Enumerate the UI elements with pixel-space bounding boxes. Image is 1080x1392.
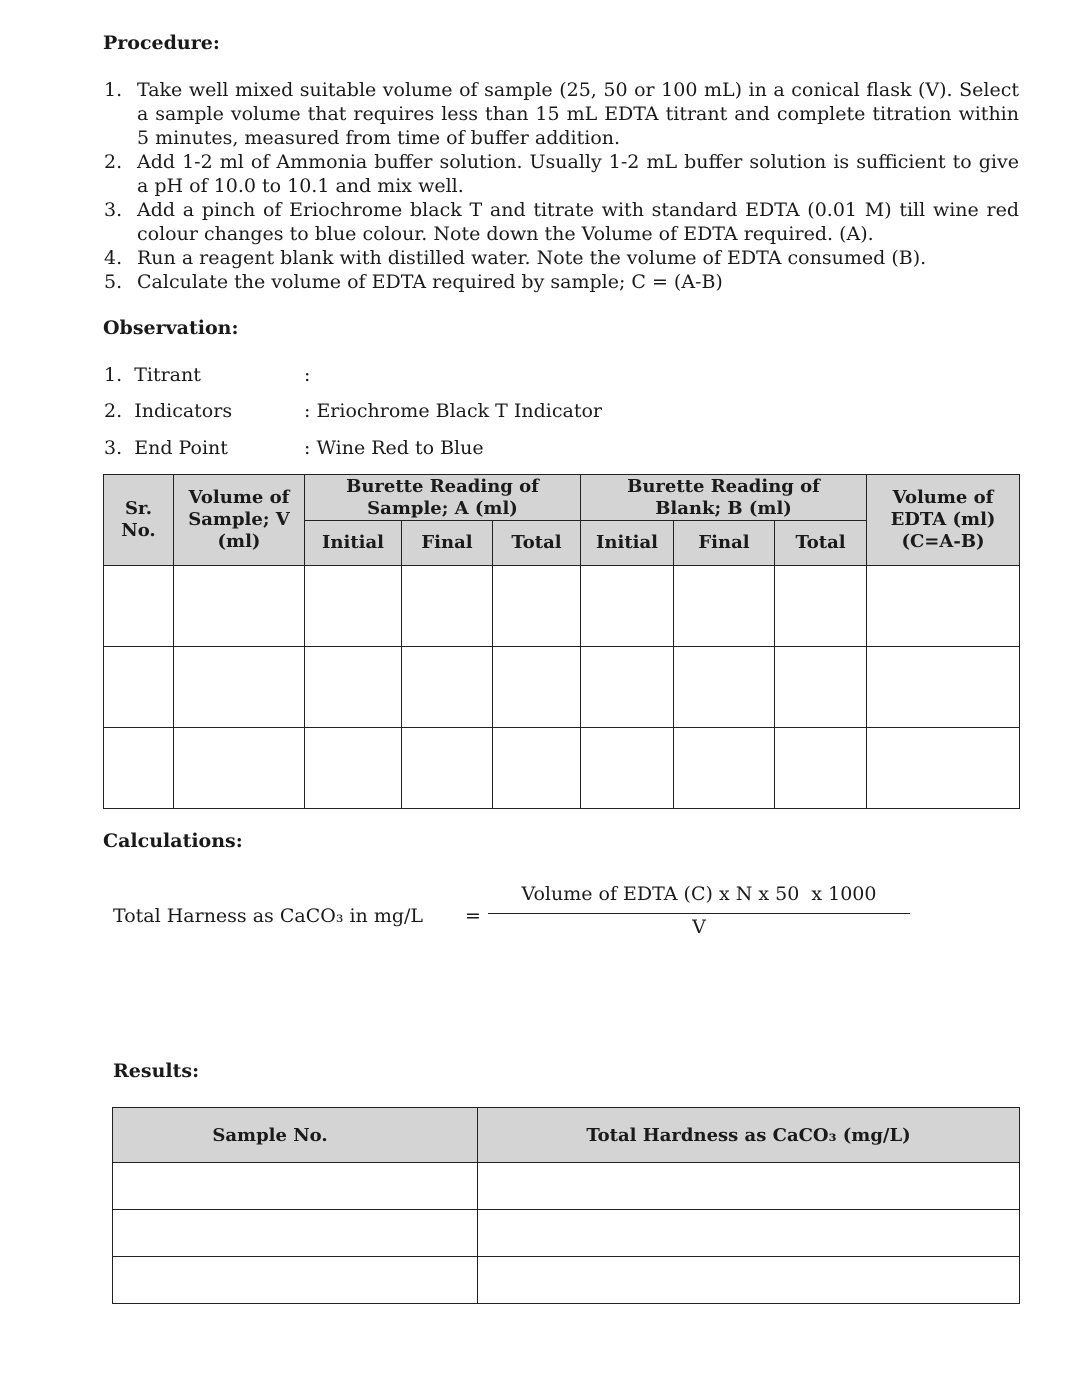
header-initial: Initial <box>305 521 402 566</box>
table-cell[interactable] <box>305 647 402 728</box>
table-row <box>113 1163 1020 1210</box>
table-row <box>113 1210 1020 1257</box>
procedure-step <box>104 246 1019 270</box>
table-cell[interactable] <box>402 647 493 728</box>
observation-value: : Eriochrome Black T Indicator <box>304 400 602 422</box>
step-number: 3. <box>104 199 123 221</box>
header-total: Total <box>493 521 581 566</box>
header-sr-no: Sr. No. <box>104 475 174 566</box>
table-cell[interactable] <box>104 647 174 728</box>
header-total-hardness: Total Hardness as CaCO₃ (mg/L) <box>478 1108 1020 1163</box>
table-cell[interactable] <box>674 728 775 809</box>
table-row <box>104 728 1020 809</box>
header-volume-edta: Volume of EDTA (ml) (C=A-B) <box>867 475 1020 566</box>
procedure-list <box>104 78 1019 294</box>
header-total: Total <box>775 521 867 566</box>
table-cell[interactable] <box>478 1163 1020 1210</box>
table-cell[interactable] <box>104 566 174 647</box>
procedure-step <box>104 78 1019 150</box>
calculations-heading: Calculations: <box>103 830 243 852</box>
table-cell[interactable] <box>581 728 674 809</box>
table-row <box>104 566 1020 647</box>
table-cell[interactable] <box>493 728 581 809</box>
table-cell[interactable] <box>478 1257 1020 1304</box>
step-text: Add 1-2 ml of Ammonia buffer solution. Usually 1-2 mL buffer solution is sufficient to give a pH of 10.0 to 10.1 and mix well. <box>137 151 1019 197</box>
table-cell[interactable] <box>775 566 867 647</box>
step-number: 4. <box>104 247 123 269</box>
step-text: Add a pinch of Eriochrome black T and titrate with standard EDTA (0.01 M) till wine red colour changes to blue colour. Note down the Volume of EDTA required. (A). <box>137 199 1019 245</box>
procedure-step <box>104 150 1019 198</box>
header-sample-no: Sample No. <box>113 1108 478 1163</box>
table-cell[interactable] <box>775 728 867 809</box>
formula-equals: = <box>465 905 481 927</box>
observation-value: : Wine Red to Blue <box>304 437 484 459</box>
observation-label: 2. Indicators <box>104 400 233 422</box>
table-row <box>104 647 1020 728</box>
table-cell[interactable] <box>305 566 402 647</box>
table-cell[interactable] <box>581 647 674 728</box>
table-cell[interactable] <box>174 647 305 728</box>
table-cell[interactable] <box>305 728 402 809</box>
results-table <box>112 1107 1020 1304</box>
formula-lhs: Total Harness as CaCO₃ in mg/L <box>113 905 424 927</box>
table-cell[interactable] <box>867 647 1020 728</box>
table-cell[interactable] <box>113 1257 478 1304</box>
header-burette-blank: Burette Reading of Blank; B (ml) <box>581 475 867 521</box>
observation-heading: Observation: <box>103 317 239 339</box>
observation-value: : <box>304 364 311 386</box>
table-cell[interactable] <box>493 647 581 728</box>
step-text: Calculate the volume of EDTA required by sample; C = (A-B) <box>137 271 723 293</box>
table-cell[interactable] <box>104 728 174 809</box>
procedure-heading: Procedure: <box>103 32 220 54</box>
procedure-step <box>104 270 1019 294</box>
table-cell[interactable] <box>674 647 775 728</box>
step-number: 5. <box>104 271 123 293</box>
table-cell[interactable] <box>674 566 775 647</box>
procedure-step <box>104 198 1019 246</box>
table-cell[interactable] <box>867 728 1020 809</box>
results-heading: Results: <box>113 1060 200 1082</box>
fraction-line <box>488 913 910 914</box>
header-final: Final <box>402 521 493 566</box>
step-text: Take well mixed suitable volume of sample (25, 50 or 100 mL) in a conical flask (V). Select a sample volume that requires less than 15 mL EDTA titrant and complete titration within 5 minutes, measured from time of buffer addition. <box>137 79 1019 149</box>
table-cell[interactable] <box>402 566 493 647</box>
table-cell[interactable] <box>478 1210 1020 1257</box>
observation-item-end-point <box>0 437 1080 463</box>
table-cell[interactable] <box>174 566 305 647</box>
header-final: Final <box>674 521 775 566</box>
table-cell[interactable] <box>581 566 674 647</box>
observation-item-titrant <box>0 364 1080 390</box>
table-cell[interactable] <box>113 1163 478 1210</box>
observation-label: 3. End Point <box>104 437 228 459</box>
table-cell[interactable] <box>174 728 305 809</box>
header-initial: Initial <box>581 521 674 566</box>
step-number: 1. <box>104 79 123 101</box>
observation-item-indicators <box>0 400 1080 426</box>
step-text: Run a reagent blank with distilled water. Note the volume of EDTA consumed (B). <box>137 247 927 269</box>
table-cell[interactable] <box>113 1210 478 1257</box>
table-row <box>113 1257 1020 1304</box>
header-burette-sample: Burette Reading of Sample; A (ml) <box>305 475 581 521</box>
table-cell[interactable] <box>402 728 493 809</box>
observation-table <box>103 474 1020 809</box>
formula-numerator: Volume of EDTA (C) x N x 50 x 1000 <box>521 883 877 905</box>
table-cell[interactable] <box>867 566 1020 647</box>
header-volume-sample: Volume of Sample; V (ml) <box>174 475 305 566</box>
table-cell[interactable] <box>775 647 867 728</box>
observation-label: 1. Titrant <box>104 364 201 386</box>
step-number: 2. <box>104 151 123 173</box>
table-cell[interactable] <box>493 566 581 647</box>
formula-denominator: V <box>692 916 706 938</box>
